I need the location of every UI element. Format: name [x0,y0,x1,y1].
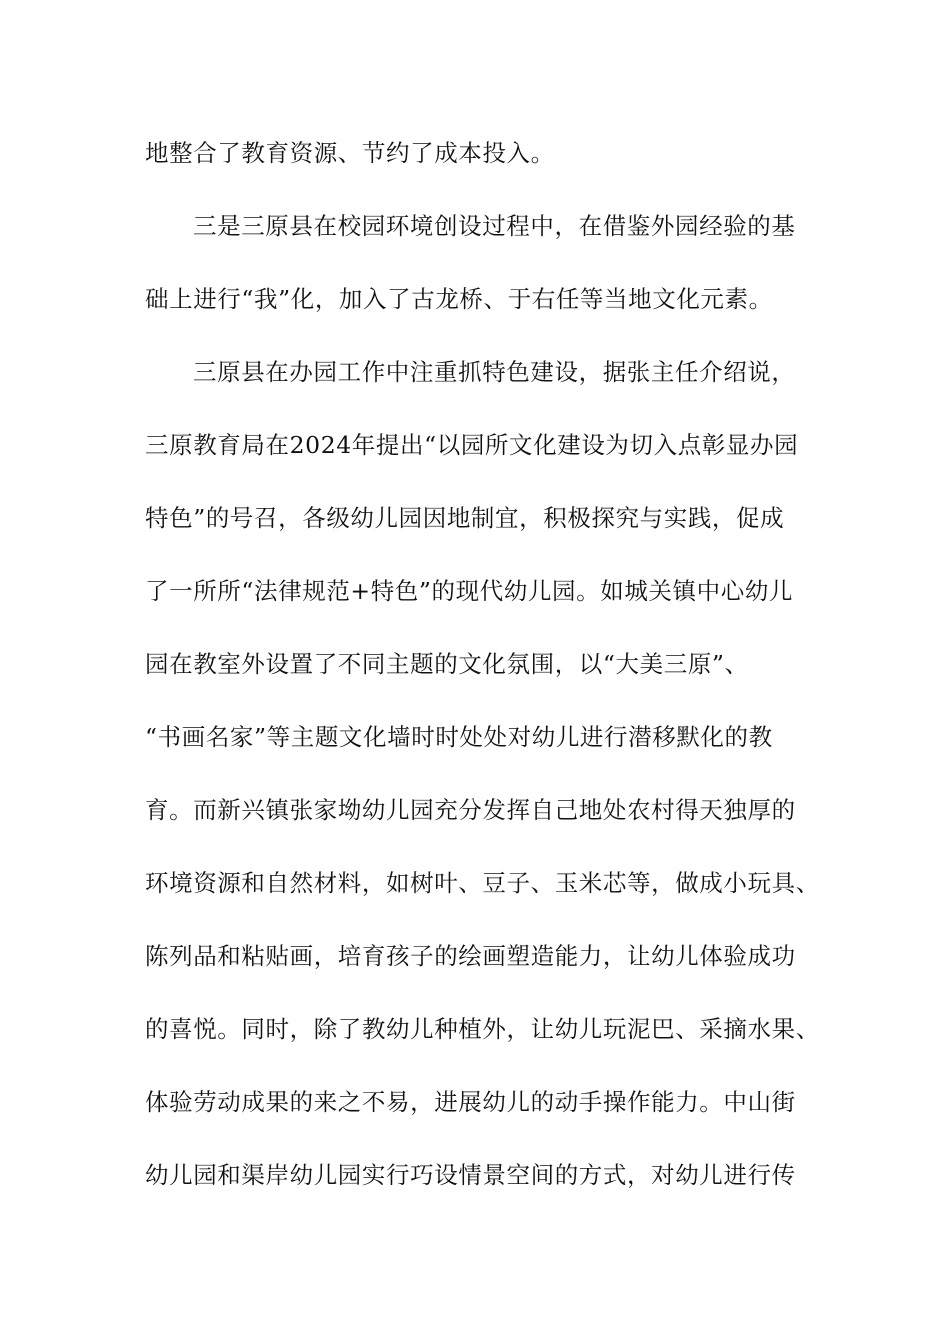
text-line: 体验劳动成果的来之不易，进展幼儿的动手操作能力。中山街 [145,1088,796,1116]
text-line: 三原教育局在2024年提出“以园所文化建设为切入点彰显办园 [145,431,799,459]
text-line: 园在教室外设置了不同主题的文化氛围，以“大美三原”、 [145,650,749,678]
text-line: 育。而新兴镇张家坳幼儿园充分发挥自己地处农村得天独厚的 [145,796,796,824]
text-line: 了一所所“法律规范+特色”的现代幼儿园。如城关镇中心幼儿 [145,577,794,605]
text-line: 环境资源和自然材料，如树叶、豆子、玉米芯等，做成小玩具、 [145,869,820,897]
text-line: 幼儿园和渠岸幼儿园实行巧设情景空间的方式，对幼儿进行传 [145,1161,796,1189]
text-line: “书画名家”等主题文化墙时时处处对幼儿进行潜移默化的教 [145,723,773,751]
paragraph-first-line: 三是三原县在校园环境创设过程中，在借鉴外园经验的基 [193,212,796,240]
text-line: 陈列品和粘贴画，培育孩子的绘画塑造能力，让幼儿体验成功 [145,942,796,970]
text-line: 的喜悦。同时，除了教幼儿种植外，让幼儿玩泥巴、采摘水果、 [145,1015,820,1043]
text-line: 地整合了教育资源、节约了成本投入。 [145,139,555,167]
paragraph-first-line: 三原县在办园工作中注重抓特色建设，据张主任介绍说， [193,358,796,386]
text-line: 特色”的号召，各级幼儿园因地制宜，积极探究与实践，促成 [145,504,785,532]
text-line: 础上进行“我”化，加入了古龙桥、于右任等当地文化元素。 [145,285,773,313]
